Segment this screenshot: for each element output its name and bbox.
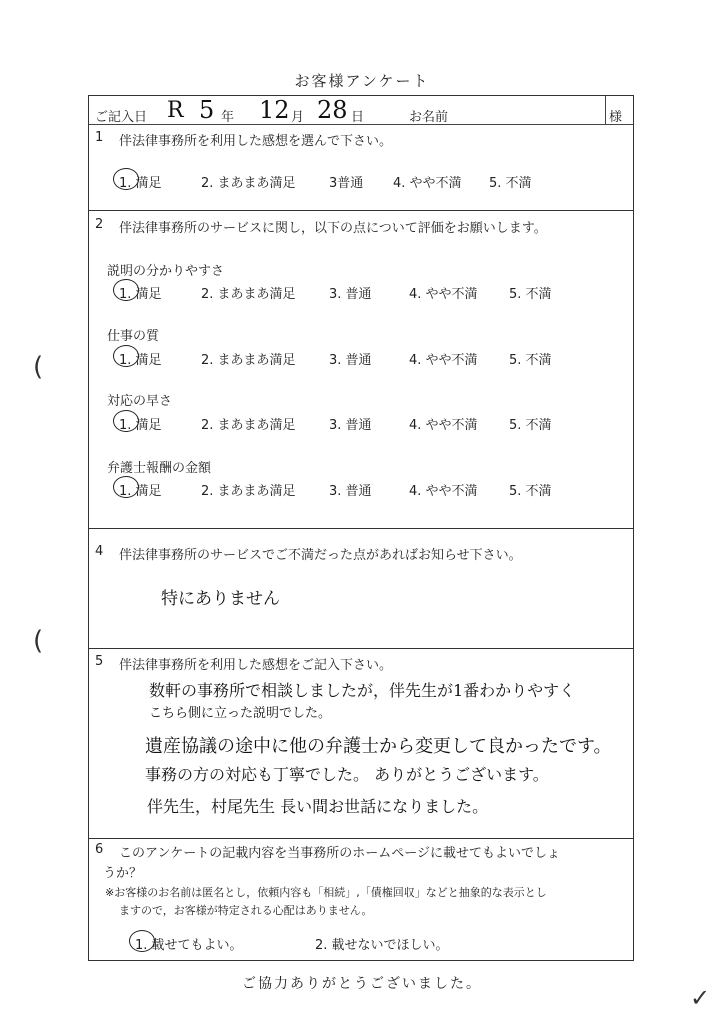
q2-item-3-option-4[interactable]: 4. やや不満 bbox=[409, 418, 478, 433]
q2-item-2-option-1[interactable]: 1. 満足 bbox=[119, 353, 162, 368]
q2-item-1-option-5[interactable]: 5. 不満 bbox=[509, 287, 552, 302]
q2-item-4-option-5[interactable]: 5. 不満 bbox=[509, 484, 552, 499]
name-label: お名前 bbox=[409, 110, 449, 125]
survey-form bbox=[88, 95, 634, 961]
q1-divider bbox=[89, 210, 633, 211]
q2-item-1-option-2[interactable]: 2. まあまあ満足 bbox=[201, 287, 296, 302]
year-value: 5 bbox=[199, 96, 215, 124]
q4-answer: 特にありません bbox=[161, 589, 280, 609]
name-divider bbox=[605, 96, 606, 124]
day-unit: 日 bbox=[351, 110, 365, 125]
q6-text-line-1: このアンケートの記載内容を当事務所のホームページに載せてもよいでしょ bbox=[119, 846, 560, 861]
date-label: ご記入日 bbox=[95, 110, 148, 125]
day-value: 28 bbox=[317, 96, 348, 124]
q2-item-2-option-4[interactable]: 4. やや不満 bbox=[409, 353, 478, 368]
honorific-label: 様 bbox=[609, 110, 623, 125]
q2-item-4-option-1[interactable]: 1. 満足 bbox=[119, 484, 162, 499]
q1-number: 1 bbox=[95, 130, 104, 145]
q2-item-3-option-1[interactable]: 1. 満足 bbox=[119, 418, 162, 433]
q1-option-3[interactable]: 3普通 bbox=[329, 176, 364, 191]
q2-item-2-option-3[interactable]: 3. 普通 bbox=[329, 353, 372, 368]
q5-answer-line-2: こちら側に立った説明でした。 bbox=[149, 706, 332, 721]
q4-divider bbox=[89, 648, 633, 649]
q2-item-4-label: 弁護士報酬の金額 bbox=[107, 461, 212, 476]
q1-option-4[interactable]: 4. やや不満 bbox=[393, 176, 462, 191]
q2-item-1-option-3[interactable]: 3. 普通 bbox=[329, 287, 372, 302]
header-divider bbox=[89, 124, 633, 125]
q6-note-line-2: ますので，お客様が特定される心配はありません。 bbox=[119, 904, 373, 917]
q2-item-4-option-3[interactable]: 3. 普通 bbox=[329, 484, 372, 499]
survey-title: お客様アンケート bbox=[294, 72, 430, 90]
q4-text: 伴法律事務所のサービスでご不満だった点があればお知らせ下さい。 bbox=[119, 548, 522, 563]
binder-hole-mark-icon: ( bbox=[33, 626, 44, 656]
binder-hole-mark-icon: ( bbox=[33, 352, 44, 382]
q6-text-line-2: うか？ bbox=[103, 866, 143, 881]
q5-answer-line-3: 遺産協議の途中に他の弁護士から変更して良かったです。 bbox=[145, 736, 612, 757]
q6-number: 6 bbox=[95, 842, 104, 857]
q6-option-1[interactable]: 1. 載せてもよい。 bbox=[135, 938, 243, 953]
q2-item-1-label: 説明の分かりやすさ bbox=[107, 264, 225, 279]
q2-item-2-option-5[interactable]: 5. 不満 bbox=[509, 353, 552, 368]
month-unit: 月 bbox=[291, 110, 305, 125]
q2-item-1-option-4[interactable]: 4. やや不満 bbox=[409, 287, 478, 302]
q5-divider bbox=[89, 838, 633, 839]
q2-number: 2 bbox=[95, 217, 104, 232]
q2-item-4-option-2[interactable]: 2. まあまあ満足 bbox=[201, 484, 296, 499]
q1-text: 伴法律事務所を利用した感想を選んで下さい。 bbox=[119, 134, 393, 149]
q2-item-4-option-4[interactable]: 4. やや不満 bbox=[409, 484, 478, 499]
q2-item-3-option-2[interactable]: 2. まあまあ満足 bbox=[201, 418, 296, 433]
q2-item-3-label: 対応の早さ bbox=[107, 394, 173, 409]
q4-number: 4 bbox=[95, 544, 104, 559]
q2-item-3-option-5[interactable]: 5. 不満 bbox=[509, 418, 552, 433]
q2-text: 伴法律事務所のサービスに関し，以下の点について評価をお願いします。 bbox=[119, 221, 547, 236]
q5-answer-line-5: 伴先生，村尾先生 長い間お世話になりました。 bbox=[147, 797, 489, 816]
q1-option-1[interactable]: 1. 満足 bbox=[119, 176, 162, 191]
q2-divider bbox=[89, 528, 633, 529]
q2-item-3-option-3[interactable]: 3. 普通 bbox=[329, 418, 372, 433]
q5-answer-line-4: 事務の方の対応も丁寧でした。 ありがとうございます。 bbox=[145, 765, 549, 784]
q1-option-2[interactable]: 2. まあまあ満足 bbox=[201, 176, 296, 191]
checkmark-icon: ✓ bbox=[690, 984, 711, 1012]
q5-number: 5 bbox=[95, 654, 104, 669]
q2-item-1-option-1[interactable]: 1. 満足 bbox=[119, 287, 162, 302]
q6-option-2[interactable]: 2. 載せないでほしい。 bbox=[315, 938, 449, 953]
q2-item-2-option-2[interactable]: 2. まあまあ満足 bbox=[201, 353, 296, 368]
footer-thanks: ご協力ありがとうございました。 bbox=[242, 976, 482, 992]
q5-answer-line-1: 数軒の事務所で相談しましたが，伴先生が1番わかりやすく bbox=[149, 681, 576, 700]
q2-item-2-label: 仕事の質 bbox=[107, 329, 160, 344]
era-value: R bbox=[167, 98, 184, 123]
q5-text: 伴法律事務所を利用した感想をご記入下さい。 bbox=[119, 658, 393, 673]
q1-option-5[interactable]: 5. 不満 bbox=[489, 176, 532, 191]
q6-note-line-1: ※お客様のお名前は匿名とし，依頼内容も「相続」,「債権回収」などと抽象的な表示とし bbox=[105, 886, 547, 899]
year-unit: 年 bbox=[221, 110, 235, 125]
month-value: 12 bbox=[259, 96, 290, 124]
